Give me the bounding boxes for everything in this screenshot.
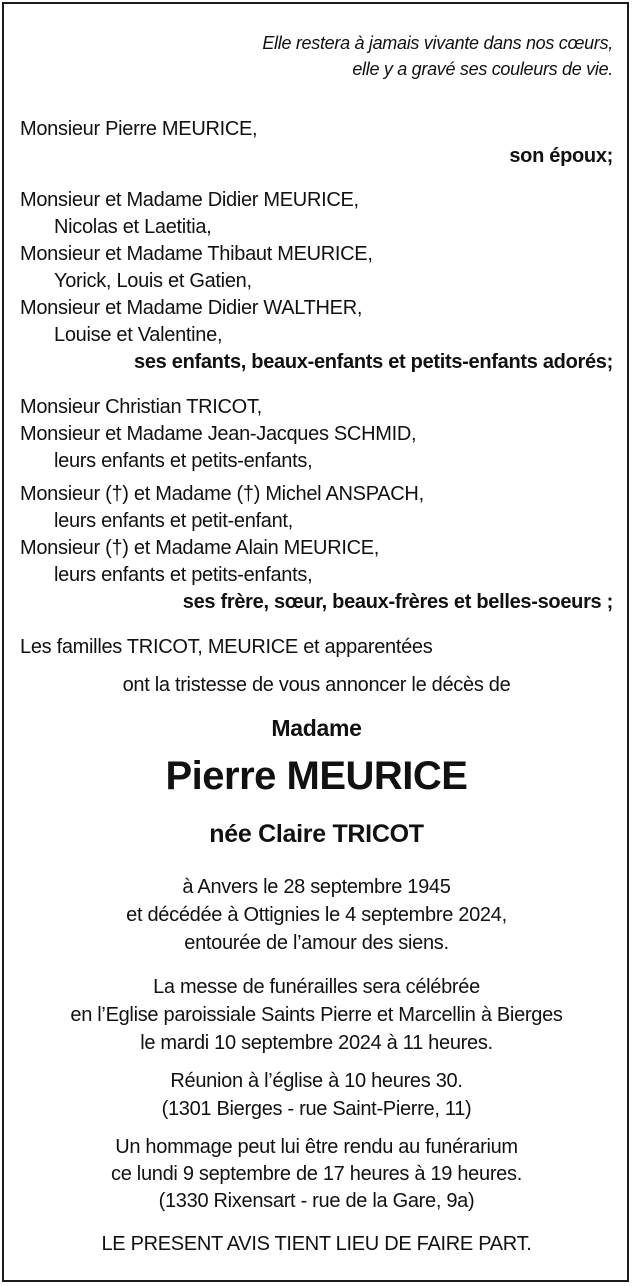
- homage-address: (1330 Rixensart - rue de la Gare, 9a): [158, 1190, 475, 1212]
- children-role: ses enfants, beaux-enfants et petits-enfants adorés;: [134, 351, 613, 373]
- meeting-line: Réunion à l’église à 10 heures 30.: [170, 1070, 463, 1092]
- sibling-line: Monsieur et Madame Jean-Jacques SCHMID,: [20, 423, 417, 445]
- homage-line: Un hommage peut lui être rendu au funérarium: [115, 1136, 518, 1158]
- funeral-line: le mardi 10 septembre 2024 à 11 heures.: [140, 1032, 493, 1054]
- grandchildren-line: Yorick, Louis et Gatien,: [54, 270, 252, 292]
- child-family-line: Monsieur et Madame Thibaut MEURICE,: [20, 243, 373, 265]
- epigraph-line: Elle restera à jamais vivante dans nos cœurs,: [262, 33, 613, 53]
- child-family-line: Monsieur et Madame Didier WALTHER,: [20, 297, 363, 319]
- spouse-role: son époux;: [509, 145, 613, 167]
- funeral-line: en l’Eglise paroissiale Saints Pierre et Marcellin à Bierges: [70, 1004, 563, 1026]
- meeting-address: (1301 Bierges - rue Saint-Pierre, 11): [161, 1098, 472, 1120]
- homage-line: ce lundi 9 septembre de 17 heures à 19 heures.: [111, 1163, 522, 1185]
- deceased-name: Pierre MEURICE: [165, 754, 468, 798]
- child-family-line: Monsieur et Madame Didier MEURICE,: [20, 189, 359, 211]
- sibling-descendants-line: leurs enfants et petits-enfants,: [54, 564, 313, 586]
- announcement-line: ont la tristesse de vous annoncer le décès de: [122, 674, 511, 696]
- sibling-line: Monsieur (†) et Madame Alain MEURICE,: [20, 537, 380, 559]
- sibling-line: Monsieur (†) et Madame (†) Michel ANSPACH,: [20, 483, 424, 505]
- spouse-name: Monsieur Pierre MEURICE,: [20, 118, 258, 140]
- grandchildren-line: Nicolas et Laetitia,: [54, 216, 212, 238]
- deceased-title: Madame: [271, 715, 362, 741]
- sibling-descendants-line: leurs enfants et petits-enfants,: [54, 450, 313, 472]
- death-line: et décédée à Ottignies le 4 septembre 2024,: [126, 904, 507, 926]
- closing-line: LE PRESENT AVIS TIENT LIEU DE FAIRE PART.: [101, 1233, 532, 1255]
- grandchildren-line: Louise et Valentine,: [54, 324, 223, 346]
- deceased-maiden-name: née Claire TRICOT: [209, 820, 424, 848]
- epigraph-line: elle y a gravé ses couleurs de vie.: [352, 59, 613, 79]
- sibling-line: Monsieur Christian TRICOT,: [20, 396, 262, 418]
- siblings-role: ses frère, sœur, beaux-frères et belles-soeurs ;: [182, 591, 613, 613]
- sibling-descendants-line: leurs enfants et petit-enfant,: [54, 510, 293, 532]
- families-line: Les familles TRICOT, MEURICE et apparentées: [20, 636, 433, 658]
- birth-line: à Anvers le 28 septembre 1945: [182, 876, 451, 898]
- surrounded-line: entourée de l’amour des siens.: [184, 932, 449, 954]
- funeral-line: La messe de funérailles sera célébrée: [153, 976, 480, 998]
